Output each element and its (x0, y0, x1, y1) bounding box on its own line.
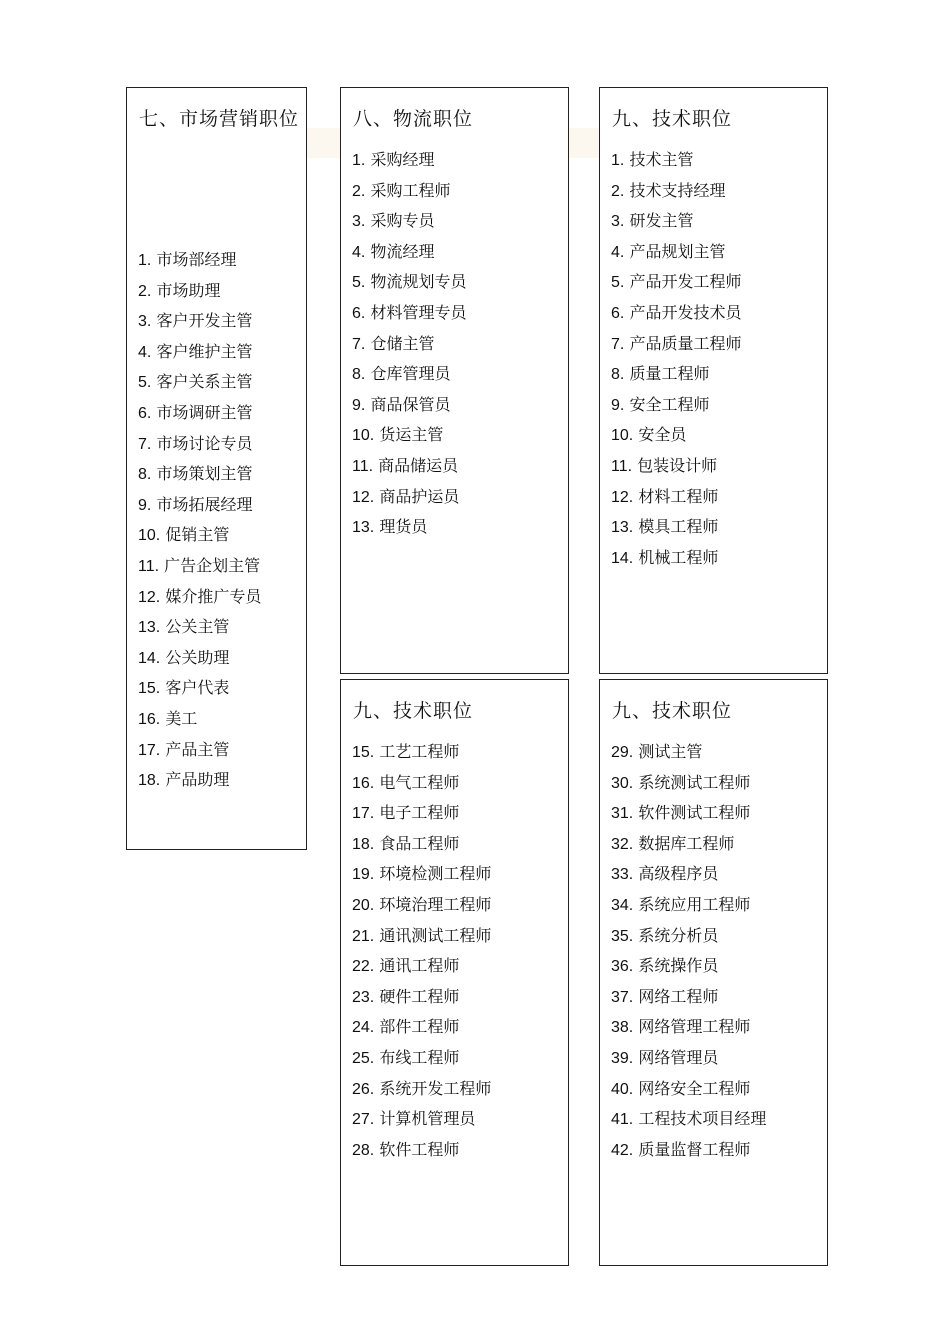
list-item (352, 768, 491, 799)
item-number: 38. (611, 1019, 634, 1037)
list-item (138, 276, 261, 307)
list-item (138, 673, 261, 704)
item-position-name: 客户关系主管 (156, 372, 253, 392)
position-list (611, 737, 766, 1165)
item-position-name: 系统开发工程师 (379, 1078, 492, 1098)
list-item (138, 612, 261, 643)
item-position-name: 质量工程师 (629, 364, 710, 384)
list-item (138, 429, 261, 460)
item-position-name: 包装设计师 (637, 455, 718, 475)
item-number: 18. (138, 772, 161, 790)
list-item (138, 306, 261, 337)
list-item (611, 1135, 766, 1166)
item-number: 12. (611, 488, 634, 506)
item-position-name: 公关助理 (165, 647, 230, 667)
item-number: 22. (352, 958, 375, 976)
item-number: 17. (138, 741, 161, 759)
item-number: 18. (352, 835, 375, 853)
section-title: 九、技术职位 (612, 108, 733, 130)
item-number: 8. (611, 366, 625, 384)
list-item (352, 798, 491, 829)
item-position-name: 美工 (165, 708, 198, 728)
list-item (352, 1074, 491, 1105)
section-title: 八、物流职位 (353, 108, 474, 130)
section-logistics-positions (340, 87, 569, 674)
list-item (138, 367, 261, 398)
item-number: 17. (352, 805, 375, 823)
item-number: 23. (352, 988, 375, 1006)
item-position-name: 软件工程师 (379, 1139, 460, 1159)
item-position-name: 货运主管 (379, 425, 444, 445)
section-technical-positions-part-3 (599, 679, 828, 1266)
item-number: 10. (352, 427, 375, 445)
list-item (138, 551, 261, 582)
item-number: 2. (352, 182, 366, 200)
item-number: 41. (611, 1111, 634, 1129)
item-position-name: 网络管理员 (638, 1047, 719, 1067)
item-position-name: 商品护运员 (379, 486, 460, 506)
list-item (611, 829, 766, 860)
item-number: 13. (352, 519, 375, 537)
item-position-name: 网络安全工程师 (638, 1078, 751, 1098)
item-position-name: 工艺工程师 (379, 742, 460, 761)
item-number: 16. (352, 774, 375, 792)
item-position-name: 数据库工程师 (638, 833, 735, 853)
list-item (611, 768, 766, 799)
list-item (611, 1043, 766, 1074)
list-item (352, 982, 491, 1013)
item-number: 9. (138, 496, 152, 514)
list-item (138, 765, 261, 796)
item-number: 33. (611, 866, 634, 884)
item-number: 39. (611, 1049, 634, 1067)
item-position-name: 产品规划主管 (629, 241, 726, 261)
list-item (611, 298, 741, 329)
item-number: 2. (611, 182, 625, 200)
list-item (611, 737, 766, 768)
item-number: 25. (352, 1049, 375, 1067)
item-position-name: 商品储运员 (378, 455, 459, 475)
item-position-name: 客户开发主管 (156, 311, 253, 331)
item-number: 42. (611, 1141, 634, 1159)
list-item (352, 451, 466, 482)
position-list (352, 145, 466, 543)
item-position-name: 产品主管 (165, 739, 230, 759)
item-number: 36. (611, 958, 634, 976)
item-position-name: 促销主管 (165, 525, 230, 545)
position-list (352, 737, 491, 1165)
item-number: 3. (352, 213, 366, 231)
item-number: 5. (352, 274, 366, 292)
list-item (611, 420, 741, 451)
list-item (352, 420, 466, 451)
item-position-name: 采购工程师 (370, 180, 451, 200)
list-item (611, 1074, 766, 1105)
list-item (352, 1135, 491, 1166)
item-position-name: 食品工程师 (379, 833, 460, 853)
item-number: 30. (611, 774, 634, 792)
item-number: 4. (138, 343, 152, 361)
list-item (352, 298, 466, 329)
item-number: 24. (352, 1019, 375, 1037)
list-item (611, 329, 741, 360)
list-item (611, 543, 741, 574)
item-number: 1. (352, 152, 366, 169)
list-item (352, 1043, 491, 1074)
item-number: 9. (352, 396, 366, 414)
item-number: 4. (352, 243, 366, 261)
list-item (352, 329, 466, 360)
item-number: 10. (138, 527, 161, 545)
item-position-name: 采购经理 (370, 150, 435, 169)
item-position-name: 网络工程师 (638, 986, 719, 1006)
list-item (611, 1104, 766, 1135)
item-position-name: 质量监督工程师 (638, 1139, 751, 1159)
section-title: 七、市场营销职位 (139, 108, 300, 130)
position-list (611, 145, 741, 573)
item-number: 21. (352, 927, 375, 945)
item-position-name: 安全工程师 (629, 394, 710, 414)
list-item (611, 482, 741, 513)
item-number: 3. (138, 313, 152, 331)
item-number: 27. (352, 1111, 375, 1129)
item-position-name: 材料管理专员 (370, 302, 467, 322)
item-position-name: 机械工程师 (638, 547, 719, 567)
list-item (352, 145, 466, 176)
list-item (138, 643, 261, 674)
item-number: 9. (611, 396, 625, 414)
item-position-name: 研发主管 (629, 211, 694, 231)
item-number: 15. (138, 680, 161, 698)
item-number: 7. (138, 435, 152, 453)
item-position-name: 市场策划主管 (156, 464, 253, 484)
list-item (611, 1012, 766, 1043)
item-number: 8. (138, 466, 152, 484)
list-item (611, 890, 766, 921)
item-number: 7. (611, 335, 625, 353)
list-item (138, 398, 261, 429)
item-position-name: 仓库管理员 (370, 364, 451, 384)
item-position-name: 工程技术项目经理 (638, 1109, 767, 1129)
list-item (138, 337, 261, 368)
item-position-name: 产品开发工程师 (629, 272, 742, 292)
list-item (352, 512, 466, 543)
list-item (352, 206, 466, 237)
item-position-name: 安全员 (638, 425, 687, 445)
item-position-name: 部件工程师 (379, 1017, 460, 1037)
item-number: 12. (138, 588, 161, 606)
item-number: 6. (352, 304, 366, 322)
item-position-name: 市场讨论专员 (156, 433, 253, 453)
item-number: 34. (611, 896, 634, 914)
item-number: 10. (611, 427, 634, 445)
list-item (611, 859, 766, 890)
item-position-name: 商品保管员 (370, 394, 451, 414)
list-item (352, 951, 491, 982)
item-number: 13. (138, 619, 161, 637)
item-position-name: 通讯工程师 (379, 956, 460, 976)
item-position-name: 布线工程师 (379, 1047, 460, 1067)
item-position-name: 媒介推广专员 (165, 586, 262, 606)
list-item (611, 390, 741, 421)
item-number: 40. (611, 1080, 634, 1098)
list-item (352, 390, 466, 421)
item-number: 8. (352, 366, 366, 384)
item-position-name: 网络管理工程师 (638, 1017, 751, 1037)
list-item (352, 176, 466, 207)
item-position-name: 物流规划专员 (370, 272, 467, 292)
item-number: 35. (611, 927, 634, 945)
list-item (352, 1012, 491, 1043)
item-number: 5. (138, 374, 152, 392)
list-item (352, 1104, 491, 1135)
list-item (352, 890, 491, 921)
item-position-name: 市场助理 (156, 280, 221, 300)
item-position-name: 市场部经理 (156, 250, 237, 269)
list-item (138, 735, 261, 766)
item-number: 14. (138, 649, 161, 667)
item-number: 16. (138, 710, 161, 728)
item-position-name: 测试主管 (638, 742, 703, 761)
list-item (138, 582, 261, 613)
list-item (138, 704, 261, 735)
list-item (611, 267, 741, 298)
item-number: 12. (352, 488, 375, 506)
list-item (611, 237, 741, 268)
item-number: 1. (138, 252, 152, 269)
item-position-name: 物流经理 (370, 241, 435, 261)
item-position-name: 理货员 (379, 517, 428, 537)
item-number: 31. (611, 805, 634, 823)
list-item (611, 176, 741, 207)
item-position-name: 系统操作员 (638, 956, 719, 976)
item-position-name: 技术支持经理 (629, 180, 726, 200)
item-number: 1. (611, 152, 625, 169)
list-item (352, 829, 491, 860)
list-item (352, 267, 466, 298)
item-number: 6. (611, 304, 625, 322)
list-item (352, 921, 491, 952)
item-number: 7. (352, 335, 366, 353)
item-number: 29. (611, 744, 634, 761)
item-position-name: 采购专员 (370, 211, 435, 231)
item-number: 28. (352, 1141, 375, 1159)
item-position-name: 环境检测工程师 (379, 864, 492, 884)
item-position-name: 市场调研主管 (156, 402, 253, 422)
list-item (352, 359, 466, 390)
item-number: 37. (611, 988, 634, 1006)
item-number: 32. (611, 835, 634, 853)
item-position-name: 电子工程师 (379, 803, 460, 823)
section-title: 九、技术职位 (353, 700, 474, 722)
section-technical-positions-part-1 (599, 87, 828, 674)
list-item (611, 951, 766, 982)
item-position-name: 电气工程师 (379, 772, 460, 792)
item-number: 5. (611, 274, 625, 292)
item-number: 2. (138, 282, 152, 300)
list-item (611, 512, 741, 543)
item-position-name: 软件测试工程师 (638, 803, 751, 823)
item-number: 20. (352, 896, 375, 914)
item-position-name: 材料工程师 (638, 486, 719, 506)
list-item (138, 245, 261, 276)
item-position-name: 系统分析员 (638, 925, 719, 945)
list-item (611, 145, 741, 176)
item-number: 4. (611, 243, 625, 261)
item-number: 15. (352, 744, 375, 761)
section-title: 九、技术职位 (612, 700, 733, 722)
list-item (611, 982, 766, 1013)
item-position-name: 仓储主管 (370, 333, 435, 353)
list-item (352, 737, 491, 768)
item-position-name: 技术主管 (629, 150, 694, 169)
item-position-name: 系统测试工程师 (638, 772, 751, 792)
list-item (352, 237, 466, 268)
item-number: 11. (611, 457, 633, 475)
item-position-name: 公关主管 (165, 617, 230, 637)
item-position-name: 通讯测试工程师 (379, 925, 492, 945)
list-item (138, 490, 261, 521)
item-number: 14. (611, 549, 634, 567)
item-position-name: 产品助理 (165, 770, 230, 790)
item-position-name: 客户代表 (165, 678, 230, 698)
item-number: 13. (611, 519, 634, 537)
item-position-name: 客户维护主管 (156, 341, 253, 361)
list-item (138, 520, 261, 551)
item-position-name: 硬件工程师 (379, 986, 460, 1006)
item-position-name: 模具工程师 (638, 517, 719, 537)
item-number: 11. (138, 557, 160, 575)
item-position-name: 广告企划主管 (164, 555, 261, 575)
item-position-name: 计算机管理员 (379, 1109, 476, 1129)
list-item (611, 206, 741, 237)
section-technical-positions-part-2 (340, 679, 569, 1266)
list-item (352, 859, 491, 890)
list-item (611, 921, 766, 952)
item-number: 6. (138, 404, 152, 422)
item-position-name: 系统应用工程师 (638, 894, 751, 914)
section-marketing-positions (126, 87, 307, 850)
list-item (611, 451, 741, 482)
item-position-name: 环境治理工程师 (379, 894, 492, 914)
list-item (611, 359, 741, 390)
list-item (352, 482, 466, 513)
position-list (138, 245, 261, 796)
list-item (138, 459, 261, 490)
item-number: 26. (352, 1080, 375, 1098)
item-position-name: 高级程序员 (638, 864, 719, 884)
item-position-name: 产品开发技术员 (629, 302, 742, 322)
item-number: 3. (611, 213, 625, 231)
item-number: 19. (352, 866, 375, 884)
item-position-name: 市场拓展经理 (156, 494, 253, 514)
list-item (611, 798, 766, 829)
item-number: 11. (352, 457, 374, 475)
item-position-name: 产品质量工程师 (629, 333, 742, 353)
